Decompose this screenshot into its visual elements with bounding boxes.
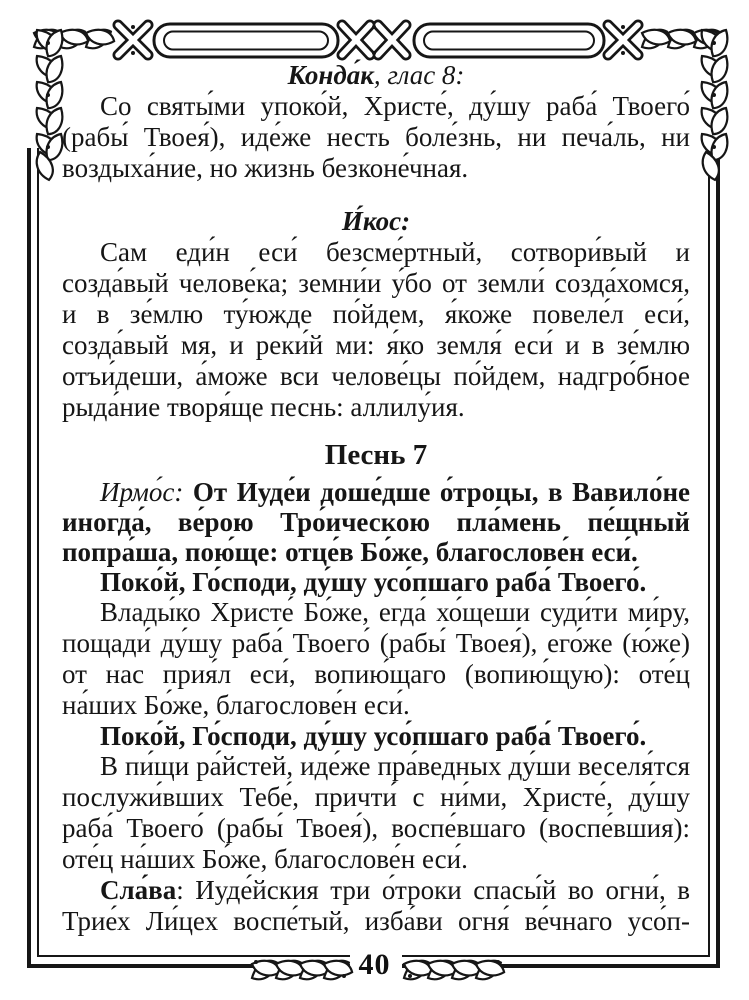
ikos-text: Сам еди́н еси́ безсме́ртный, сотвори́вый и созда́вый челове́ка; земни́и у́бо от земли́ созда́хомся, и в зе́млю ту́южде по́йдем, я́коже повеле́л еси́, созда́вый мя, и реки́й ми: я́ко земля́ еси́ и в зе́млю отъи́деши, а́може вси челове́цы по́йдем, надгро́бное рыда́ние творя́ще песнь: аллилу́ия.	[62, 237, 690, 422]
slava-paragraph	[62, 875, 690, 937]
ode-7-heading: Песнь 7	[324, 439, 428, 471]
kondak-heading	[62, 60, 690, 91]
page-number: 40	[358, 948, 391, 981]
troparion-pischi-text: В пи́щи ра́йстей, иде́же пра́ведных ду́ши веселя́тся послужи́вших Тебе́, причти́ с ни́ми, Христе́, ду́шу раба́ Твоего́ (рабы́ Твоея́), воспе́вшаго (воспе́вшия): оте́ц на́ших Бо́же, благослове́н еси́.	[62, 751, 690, 874]
ikos-heading: И́кос:	[341, 206, 411, 236]
liturgical-text-block	[62, 57, 690, 937]
kondak-heading-word: Конда́к	[287, 60, 374, 90]
irmos-label: Ирмо́с:	[100, 477, 193, 507]
slava-text: : Иуде́йския три о́троки спасы́й во огни́, в Трие́х Ли́цех воспе́тый, изба́ви огня́ ве́чнаго усо́п-	[62, 875, 690, 936]
troparion-vladyko-text: Влады́ко Христе́ Бо́же, егда́ хо́щеши суди́ти ми́ру, пощади́ ду́шу раба́ Твоего́ (рабы́ Твоея́), его́же (ю́же) от нас прия́л еси́, вопию́щаго (вопию́щую): оте́ц на́ших Бо́же, благослове́н еси́.	[62, 597, 690, 720]
irmos-paragraph	[62, 477, 690, 567]
kondak-heading-tone: , глас 8:	[373, 60, 465, 90]
irmos-text: От Иуде́и доше́дше о́троцы, в Вавило́не иногда́, ве́рою Тро́ическою пла́мень пе́щный попра́ша, пою́ще: отце́в Бо́же, благослове́н еси́.	[62, 477, 690, 567]
refrain-line-2: Поко́й, Го́споди, ду́шу усо́пшаго раба́ Твоего́.	[100, 721, 647, 751]
refrain-line-1: Поко́й, Го́споди, ду́шу усо́пшаго раба́ Твоего́.	[100, 567, 647, 597]
kondak-text: Со святы́ми упоко́й, Христе́, ду́шу раба́ Твоего́ (рабы́ Твоея́), иде́же несть боле́знь, ни печа́ль, ни воздыха́ние, но жизнь безконе́чная.	[62, 91, 690, 183]
slava-label: Сла́ва	[100, 875, 177, 905]
